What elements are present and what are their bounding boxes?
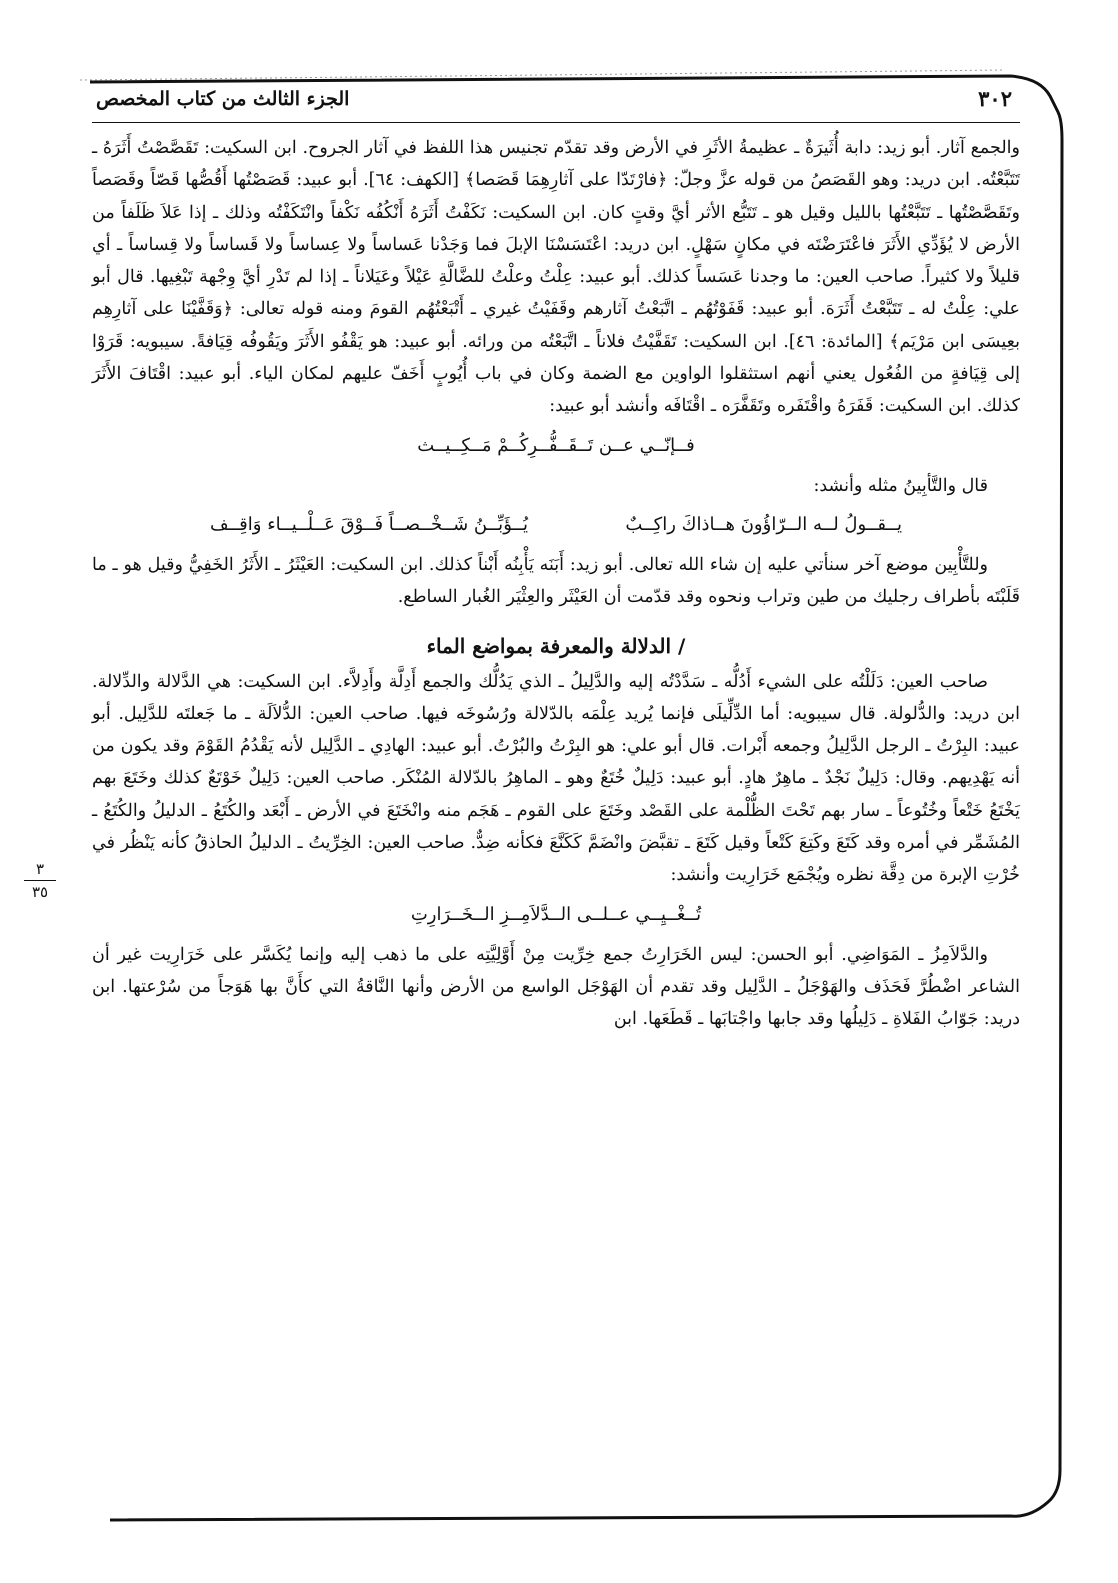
- verse-line-3: تُــغْــيِــي عــلــى الــدَّلاَمِــزِ الــخَــرَارِتِ: [410, 903, 702, 925]
- book-page: [31, 60, 1020, 1500]
- paragraph-1: والجمع آثار. أبو زيد: دابة أُثَيرَةٌ ـ عظيمةُ الأثَرِ في الأرض وقد تقدّم تجنيس هذا اللفظ في آثار الجروح. ابن السكيت: تَقَصَّصْتُ أَثَرَهُ ـ تَتَبَّعْتُه. ابن دريد: وهو القَصَصُ من قوله عزَّ وجلّ: ﴿فارْتَدّا على آثارِهِمَا قَصَصا﴾ [الكهف: ٦٤]. أبو عبيد: قَصَصْتُها أَقُصُّها قَصّاً وقَصَصاً وتَقَصَّصْتُها ـ تَتَبَّعْتُها بالليل وقيل هو ـ تَتَبُّع الأثر أيَّ وقتٍ كان. ابن السكيت: نَكَفْتُ أَثَرَهُ أَنْكُفُه نَكْفاً وانْتَكَفْتُه وذلك ـ إذا عَلاَ ظَلَفاً من الأرض لا يُؤَدِّي الأَثَرَ فاعْتَرَضْتَه في مكانٍ سَهْلٍ. ابن دريد: اعْتَسَسْنَا الإبلَ فما وَجَدْنا عَساساً ولا عِساساً ولا قَساساً ولا قِساساً ـ أي قليلاً ولا كثيراً. صاحب العين: ما وجدنا عَسَساً كذلك. أبو عبيد: عِلْتُ وعلْتُ للضَّالَّةِ عَيْلاً وعَيَلاناً ـ إذا لم تَدْرِ أيَّ وِجْهة تَبْغِيها. قال أبو علي: عِلْتُ له ـ تَتَبَّعْتُ أَثَرَهَ. أبو عبيد: قَفَوْتُهُم ـ اتَّبَعْتُ آثارهم وقَفَيْتُ غيري ـ أَتْبَعْتُهُم القومَ ومنه قوله تعالى: ﴿وَقَفَّيْنَا على آثارِهِم بعِيسَى ابن مَرْيَم﴾ [المائدة: ٤٦]. ابن السكيت: تَقَفَّيْتُ فلاناً ـ اتَّبَعْتُه من ورائه. أبو عبيد: هو يَقْفُو الأَثَرَ ويَقُوفُه قِيَافةً. سيبويه: قَرَوْا إلى قِيَافةٍ من الفُعُول يعني أنهم استثقلوا الواوين مع الضمة وكان في باب أُيُوبٍ أَخَفّ عليهم لمكان الياء. أبو عبيد: اقْتَافَ الأَثَرَ كذلك. ابن السكيت: قَفَرَهُ واقْتَفَره وتَقَفَّرَه ـ اقْتَافَه وأنشد أبو عبيد:: [92, 138, 1020, 417]
- paragraph-4: صاحب العين: دَلَلْتُه على الشيء أَدُلُّه ـ سَدَّدْتُه إليه والدَّلِيلُ ـ الذي يَدُلُّك والجمع أَدِلَّة وأَدِلاَّء. ابن السكيت: هي الدَّلالة والدِّلالة. ابن دريد: والدُّلولة. قال سيبويه: أما الدِّلِّيلَى فإنما يُريد عِلْمَه بالدّلالة ورُسُوخَه فيها. صاحب العين: الدُّلاَلَة ـ ما جَعلتَه للدَّلِيل. أبو عبيد: البِرْتُ ـ الرجل الدَّلِيلُ وجمعه أَبْرات. قال أبو علي: هو البِرْتُ والبُرْتُ. أبو عبيد: الهادِي ـ الدَّلِيل لأنه يَقْدُمُ القَوْمَ وقد يكون من أنه يَهْدِيهم. وقال: دَلِيلٌ نَجْدٌ ـ ماهِرٌ هادٍ. أبو عبيد: دَلِيلٌ خُتَعٌ وهو ـ الماهِرُ بالدّلالة المُنْكَر. صاحب العين: دَلِيلٌ خَوْتَعٌ كذلك وخَتَعَ بهم يَخْتَعُ خَتْعاً وخُتُوعاً ـ سار بهم تَحْتَ الظُّلْمة على القَصْد وخَتَعَ على القوم ـ هَجَم منه وانْخَتَعَ في الأرض ـ أَبْعَد والكُتَعُ ـ الدليلُ والكُتَعُ ـ المُشَمِّر في أمره وقد كَتَعَ وكَتِعَ كَتْعاً وقيل كَتَعَ ـ تقبَّضَ وانْضَمَّ كَكَنَّعَ فكأنه ضِدٌّ. صاحب العين: الخِرِّيتُ ـ الدليلُ الحاذقُ كأنه يَنْظُر في خُرْتِ الإبرة من دِقَّة نظره ويُجْمَع خَرَارِيت وأنشد:: [92, 671, 1020, 886]
- page-number: ٣٠٢: [978, 86, 1012, 111]
- verse-line-1: فــإنّــي عــن تَــقَــفُّــرِكُــمْ مَــكِــيــث: [417, 434, 695, 456]
- section-heading: / الدلالة والمعرفة بمواضع الماء: [426, 633, 686, 658]
- folio-divider: [24, 880, 56, 881]
- page-body: [92, 132, 1020, 1036]
- verse-hemistich-second: يُــؤَبِّــنُ شَــخْــصــاً فَــوْقَ عَــلْــيــاء وَاقِــف: [210, 513, 529, 535]
- paragraph-2: قال والتَّأبِينُ مثله وأنشد:: [813, 475, 988, 496]
- page-header: [92, 82, 1020, 123]
- margin-folio: [20, 860, 60, 901]
- paragraph-5: والدَّلاَمِزُ ـ المَوَاضِي. أبو الحسن: ليس الخَرَارِتُ جمع خِرِّيت مِنْ أَوَّلِيَّتِه على ما ذهب إليه وإنما يُكَسَّر على خَرَارِيت غير أن الشاعر اضْطُرَّ فَحَذَف والهَوْجَلُ ـ الدَّلِيل وقد تقدم أن الهَوْجَل الواسع من الأرض وأنها النَّاقةُ التي كأَنَّ بها هَوَجاً من سُرْعتها. ابن دريد: جَوّابُ الفَلاةِ ـ دَلِيلُها وقد جابها واجْتابَها ـ قَطَعَها. ابن: [92, 944, 1020, 1030]
- verse-hemistich-first: يــقــولُ لــه الــرّاؤُونَ هــاذاكَ راكِــبٌ: [625, 513, 902, 535]
- folio-bottom: ٣٥: [31, 883, 49, 901]
- running-title: الجزء الثالث من كتاب المخصص: [96, 88, 350, 110]
- verse-couplet: [92, 514, 1020, 535]
- folio-top: ٣: [35, 860, 45, 878]
- paragraph-3: وللتَّأْبِين موضع آخر سنأتي عليه إن شاء الله تعالى. أبو زيد: أَبَنَه يَأْبِنُه أَبْناً كذلك. ابن السكيت: العَيْثَرُ ـ الأَثَرُ الخَفِيُّ وقيل هو ـ ما قَلَبْتَه بأطراف رجليك من طين وتراب ونحوه وقد قدّمت أن العَيْثَر والعِثْيَر الغُبار الساطع.: [92, 554, 1020, 608]
